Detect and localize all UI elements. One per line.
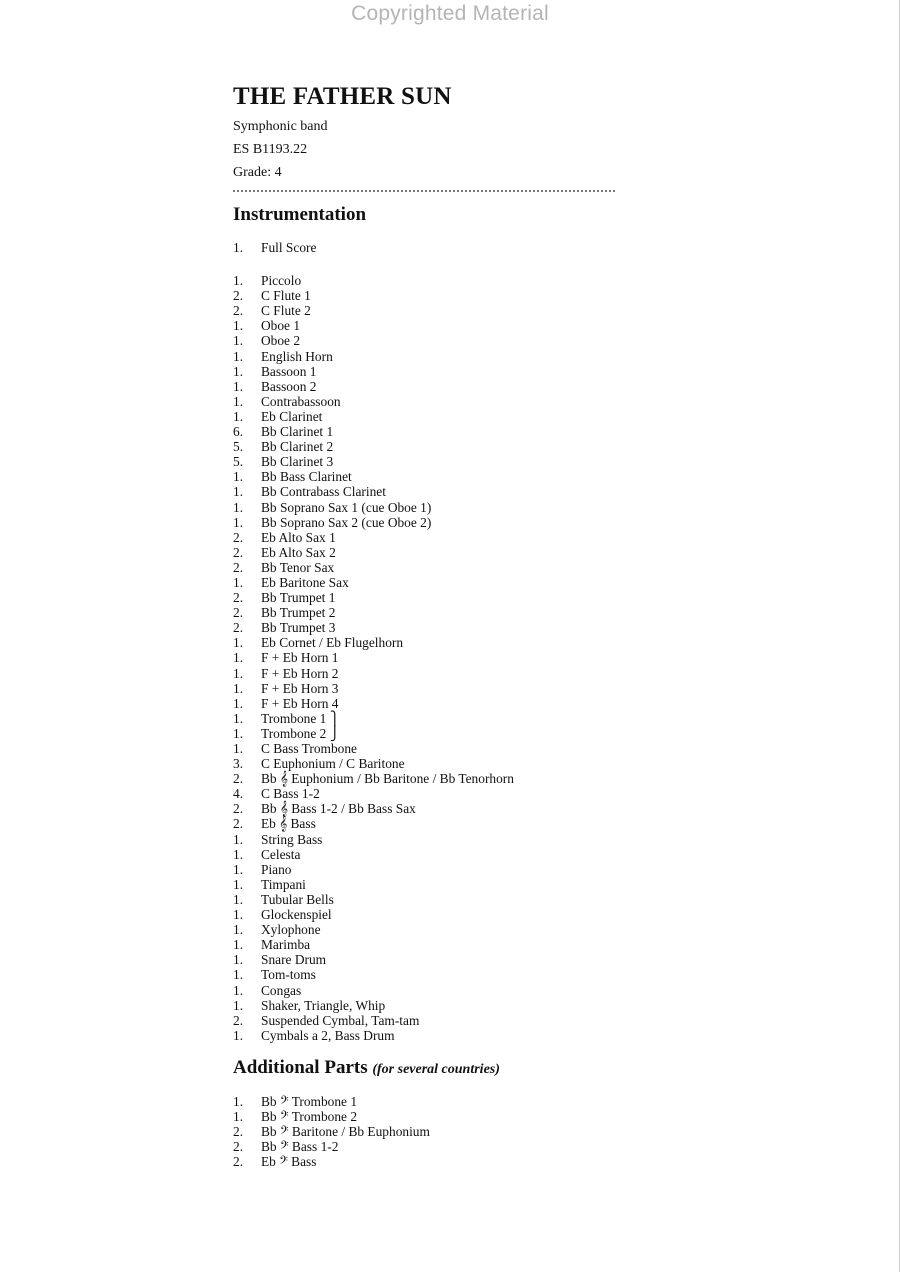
grade-level: Grade: 4 (233, 165, 282, 180)
list-item (233, 681, 793, 696)
item-quantity: 2. (233, 771, 244, 787)
item-name: Eb Alto Sax 2 (261, 544, 336, 560)
item-quantity: 1. (233, 876, 244, 892)
item-quantity: 2. (233, 590, 244, 606)
item-quantity: 1. (233, 907, 244, 923)
item-quantity: 1. (233, 484, 244, 500)
item-quantity: 1. (233, 499, 244, 515)
item-name: F + Eb Horn 3 (261, 680, 339, 696)
item-name: Glockenspiel (261, 907, 332, 923)
item-quantity: 1. (233, 378, 244, 394)
item-quantity: 1. (233, 635, 244, 651)
item-name: Snare Drum (261, 952, 327, 968)
item-quantity: 2. (233, 801, 244, 817)
list-item (233, 786, 793, 801)
full-score-list (233, 240, 793, 255)
item-name: Contrabassoon (261, 393, 341, 409)
item-quantity: 2. (233, 559, 244, 575)
list-item (233, 741, 793, 756)
item-quantity: 2. (233, 1124, 244, 1140)
list-item (233, 1109, 793, 1124)
list-item (233, 862, 793, 877)
item-quantity: 2. (233, 303, 244, 319)
item-name: Eb Alto Sax 1 (261, 529, 336, 545)
item-name: Piccolo (261, 273, 302, 289)
list-item (233, 454, 793, 469)
item-quantity: 2. (233, 816, 244, 832)
list-item (233, 575, 793, 590)
item-quantity: 2. (233, 1139, 244, 1155)
item-name: Eb 𝄢 Bass (261, 1154, 317, 1170)
item-quantity: 1. (233, 831, 244, 847)
item-name: Bassoon 2 (261, 378, 317, 394)
item-name: Bb Trumpet 3 (261, 620, 336, 636)
item-name: Bb 𝄢 Trombone 1 (261, 1093, 358, 1109)
item-quantity: 2. (233, 288, 244, 304)
document-body (233, 83, 793, 1169)
list-item (233, 907, 793, 922)
item-name: Bb 𝄢 Trombone 2 (261, 1108, 358, 1124)
list-item (233, 303, 793, 318)
item-quantity: 1. (233, 967, 244, 983)
list-item (233, 847, 793, 862)
list-item (233, 240, 793, 255)
list-item (233, 771, 793, 786)
list-item (233, 318, 793, 333)
item-name: Bb Bass Clarinet (261, 469, 352, 485)
item-name: Bb Clarinet 2 (261, 439, 334, 455)
item-quantity: 1. (233, 273, 244, 289)
item-quantity: 1. (233, 725, 244, 741)
item-name: Trombone 2 ⎭ (261, 725, 340, 741)
item-quantity: 1. (233, 891, 244, 907)
additional-heading-text: Additional Parts (233, 1056, 368, 1078)
list-item (233, 500, 793, 515)
item-name: Bb 𝄢 Bass 1-2 (261, 1139, 339, 1155)
item-quantity: 1. (233, 952, 244, 968)
page-title: THE FATHER SUN (233, 83, 452, 110)
item-quantity: 1. (233, 665, 244, 681)
list-item (233, 409, 793, 424)
list-item (233, 711, 793, 726)
list-item (233, 288, 793, 303)
item-quantity: 2. (233, 1012, 244, 1028)
instrumentation-list (233, 273, 793, 1043)
catalog-number: ES B1193.22 (233, 142, 308, 157)
dotted-divider (233, 190, 615, 192)
list-item (233, 424, 793, 439)
list-item (233, 333, 793, 348)
item-name: Cymbals a 2, Bass Drum (261, 1027, 395, 1043)
item-quantity: 1. (233, 393, 244, 409)
item-name: Eb Baritone Sax (261, 574, 349, 590)
additional-heading-note: (for several countries) (372, 1061, 500, 1077)
list-item (233, 364, 793, 379)
item-quantity: 1. (233, 680, 244, 696)
list-item (233, 605, 793, 620)
item-name: Bb Soprano Sax 1 (cue Oboe 1) (261, 499, 432, 515)
item-quantity: 1. (233, 710, 244, 726)
item-quantity: 1. (233, 318, 244, 334)
list-item (233, 983, 793, 998)
list-item (233, 560, 793, 575)
item-quantity: 1. (233, 846, 244, 862)
item-name: Eb Clarinet (261, 408, 323, 424)
list-item (233, 1124, 793, 1139)
item-quantity: 1. (233, 469, 244, 485)
item-name: Bb Clarinet 3 (261, 454, 334, 470)
item-quantity: 6. (233, 424, 244, 440)
list-item (233, 394, 793, 409)
item-name: Bb Soprano Sax 2 (cue Oboe 2) (261, 514, 432, 530)
list-item (233, 1028, 793, 1043)
instrumentation-heading: Instrumentation (233, 204, 367, 225)
item-name: Tom-toms (261, 967, 316, 983)
list-item (233, 816, 793, 831)
list-item (233, 726, 793, 741)
item-name: C Bass 1-2 (261, 786, 320, 802)
item-name: String Bass (261, 831, 323, 847)
item-quantity: 1. (233, 997, 244, 1013)
item-name: Bb Tenor Sax (261, 559, 335, 575)
item-quantity: 2. (233, 605, 244, 621)
additional-parts-heading (233, 1057, 793, 1081)
list-item (233, 590, 793, 605)
item-quantity: 3. (233, 756, 244, 772)
list-item (233, 952, 793, 967)
item-quantity: 1. (233, 1027, 244, 1043)
item-name: Bb 𝄢 Baritone / Bb Euphonium (261, 1124, 430, 1140)
item-name: Celesta (261, 846, 301, 862)
item-name: Bb Trumpet 2 (261, 605, 336, 621)
additional-parts-list (233, 1094, 793, 1169)
item-quantity: 1. (233, 861, 244, 877)
item-quantity: 2. (233, 620, 244, 636)
item-name: Bb 𝄞 Euphonium / Bb Baritone / Bb Tenorhorn (261, 771, 514, 787)
list-item (233, 545, 793, 560)
item-name: Suspended Cymbal, Tam-tam (261, 1012, 420, 1028)
item-name: Bb Trumpet 1 (261, 590, 336, 606)
list-item (233, 484, 793, 499)
item-quantity: 1. (233, 348, 244, 364)
item-quantity: 2. (233, 544, 244, 560)
item-name: Oboe 2 (261, 333, 301, 349)
item-name: F + Eb Horn 1 (261, 650, 339, 666)
list-item (233, 877, 793, 892)
list-item (233, 379, 793, 394)
item-name: Bb Clarinet 1 (261, 424, 334, 440)
item-name: Xylophone (261, 922, 321, 938)
list-item (233, 696, 793, 711)
list-item (233, 801, 793, 816)
list-item (233, 666, 793, 681)
copyright-watermark: Copyrighted Material (351, 2, 549, 25)
item-quantity: 5. (233, 439, 244, 455)
item-name: C Flute 2 (261, 303, 311, 319)
list-item (233, 998, 793, 1013)
item-name: C Flute 1 (261, 288, 311, 304)
item-name: F + Eb Horn 2 (261, 665, 339, 681)
item-quantity: 5. (233, 454, 244, 470)
item-quantity: 2. (233, 529, 244, 545)
item-quantity: 1. (233, 1108, 244, 1124)
item-name: Tubular Bells (261, 891, 334, 907)
list-item (233, 469, 793, 484)
item-quantity: 1. (233, 333, 244, 349)
item-quantity: 1. (233, 695, 244, 711)
item-quantity: 1. (233, 1093, 244, 1109)
list-item (233, 650, 793, 665)
item-quantity: 1. (233, 937, 244, 953)
list-item (233, 1154, 793, 1169)
item-name: Timpani (261, 876, 306, 892)
item-quantity: 1. (233, 240, 244, 255)
item-quantity: 1. (233, 982, 244, 998)
list-item (233, 620, 793, 635)
list-item (233, 635, 793, 650)
item-name: English Horn (261, 348, 333, 364)
item-quantity: 1. (233, 922, 244, 938)
item-quantity: 1. (233, 574, 244, 590)
list-item (233, 937, 793, 952)
item-quantity: 4. (233, 786, 244, 802)
item-quantity: 1. (233, 363, 244, 379)
item-quantity: 1. (233, 650, 244, 666)
list-item (233, 1139, 793, 1154)
item-name: Oboe 1 (261, 318, 301, 334)
ensemble-type: Symphonic band (233, 119, 328, 134)
list-item (233, 967, 793, 982)
item-name: C Euphonium / C Baritone (261, 756, 405, 772)
item-name: F + Eb Horn 4 (261, 695, 339, 711)
list-item (233, 530, 793, 545)
item-name: Bb 𝄞 Bass 1-2 / Bb Bass Sax (261, 801, 416, 817)
item-quantity: 1. (233, 408, 244, 424)
list-item (233, 1013, 793, 1028)
list-item (233, 832, 793, 847)
list-item (233, 273, 793, 288)
list-item (233, 439, 793, 454)
item-name: Piano (261, 861, 292, 877)
item-name: Trombone 1 ⎫ (261, 710, 340, 726)
item-name: Marimba (261, 937, 311, 953)
item-name: C Bass Trombone (261, 741, 357, 756)
item-name: Congas (261, 982, 302, 998)
list-item (233, 1094, 793, 1109)
list-item (233, 349, 793, 364)
list-item (233, 922, 793, 937)
item-quantity: 1. (233, 741, 244, 756)
item-quantity: 1. (233, 514, 244, 530)
list-item (233, 756, 793, 771)
item-name: Shaker, Triangle, Whip (261, 997, 386, 1013)
list-item (233, 892, 793, 907)
item-name: Eb Cornet / Eb Flugelhorn (261, 635, 404, 651)
item-name: Bb Contrabass Clarinet (261, 484, 386, 500)
item-name: Full Score (261, 240, 317, 255)
item-name: Bassoon 1 (261, 363, 317, 379)
item-name: Eb 𝄞 Bass (261, 816, 316, 832)
item-quantity: 2. (233, 1154, 244, 1170)
list-item (233, 515, 793, 530)
